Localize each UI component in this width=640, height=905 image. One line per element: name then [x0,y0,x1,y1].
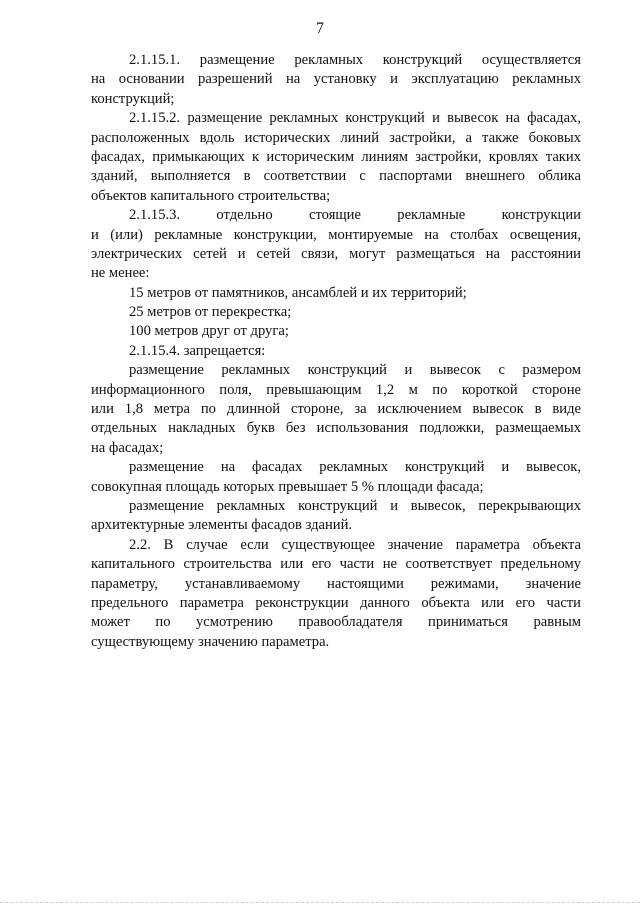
text-line: 2.1.15.1. размещение рекламных конструкций осуществляется [129,52,581,68]
text-line: может по усмотрению правообладателя приниматься равным [91,614,581,631]
list-item-distance-monuments [91,284,581,303]
text-line: на основании разрешений на установку и эксплуатацию рекламных [91,71,581,88]
text-line: 100 метров друг от друга; [129,323,289,340]
prohibition-item-facade-area [91,458,581,497]
text-line: зданий, выполняется в соответствии с паспортами внешнего облика [91,168,581,185]
paragraph-2-1-15-1 [91,51,581,109]
text-line: архитектурные элементы фасадов зданий. [91,517,353,534]
text-line: расположенных вдоль исторических линий застройки, а также боковых [91,129,581,146]
paragraph-2-2 [91,536,581,652]
text-line: капитального строительства или его части не соответствует предельному [91,556,581,573]
text-line: 2.1.15.4. запрещается: [129,342,266,359]
text-line: или 1,8 метра по длинной стороне, за исключением вывесок в виде [91,401,581,418]
prohibition-item-field-size [91,361,581,458]
text-line: фасадах, примыкающих к историческим линиям застройки, кровлях таких [91,148,581,165]
text-line: 2.2. В случае если существующее значение параметра объекта [129,536,581,553]
text-line: предельного параметра реконструкции данного объекта или его части [91,594,581,611]
scan-bottom-edge [0,902,640,903]
text-line: параметру, устанавливаемому настоящими режимами, значение [91,575,581,592]
text-line: отдельных накладных букв без использования подложки, размещаемых [91,420,581,437]
text-line: не менее: [91,265,150,282]
prohibition-item-architectural-elements [91,497,581,536]
text-line: размещение на фасадах рекламных конструкций и вывесок, [129,459,581,476]
paragraph-2-1-15-2 [91,109,581,206]
text-line: существующему значению параметра. [91,633,330,650]
text-line: 2.1.15.2. размещение рекламных конструкций и вывесок на фасадах, [129,110,581,127]
text-line: размещение рекламных конструкций и вывесок, перекрывающих [129,497,581,514]
text-line: 25 метров от перекрестка; [129,304,292,321]
text-line: объектов капитального строительства; [91,187,331,204]
text-line: конструкций; [91,90,175,107]
text-line: электрических сетей и сетей связи, могут размещаться на расстоянии [91,245,581,262]
list-item-distance-each-other [91,322,581,341]
text-line: размещение рекламных конструкций и вывесок с размером [129,362,581,379]
text-line: совокупная площадь которых превышает 5 % площади фасада; [91,478,484,495]
text-line: 2.1.15.3. отдельно стоящие рекламные конструкции [129,207,581,224]
document-body [91,51,581,652]
page-number: 7 [316,20,324,37]
paragraph-2-1-15-3 [91,206,581,284]
text-line: информационного поля, превышающим 1,2 м по короткой стороне [91,381,581,398]
text-line: на фасадах; [91,439,164,456]
paragraph-2-1-15-4 [91,342,581,361]
text-line: и (или) рекламные конструкции, монтируемые на столбах освещения, [91,226,581,243]
text-line: 15 метров от памятников, ансамблей и их территорий; [129,284,467,301]
list-item-distance-intersection [91,303,581,322]
